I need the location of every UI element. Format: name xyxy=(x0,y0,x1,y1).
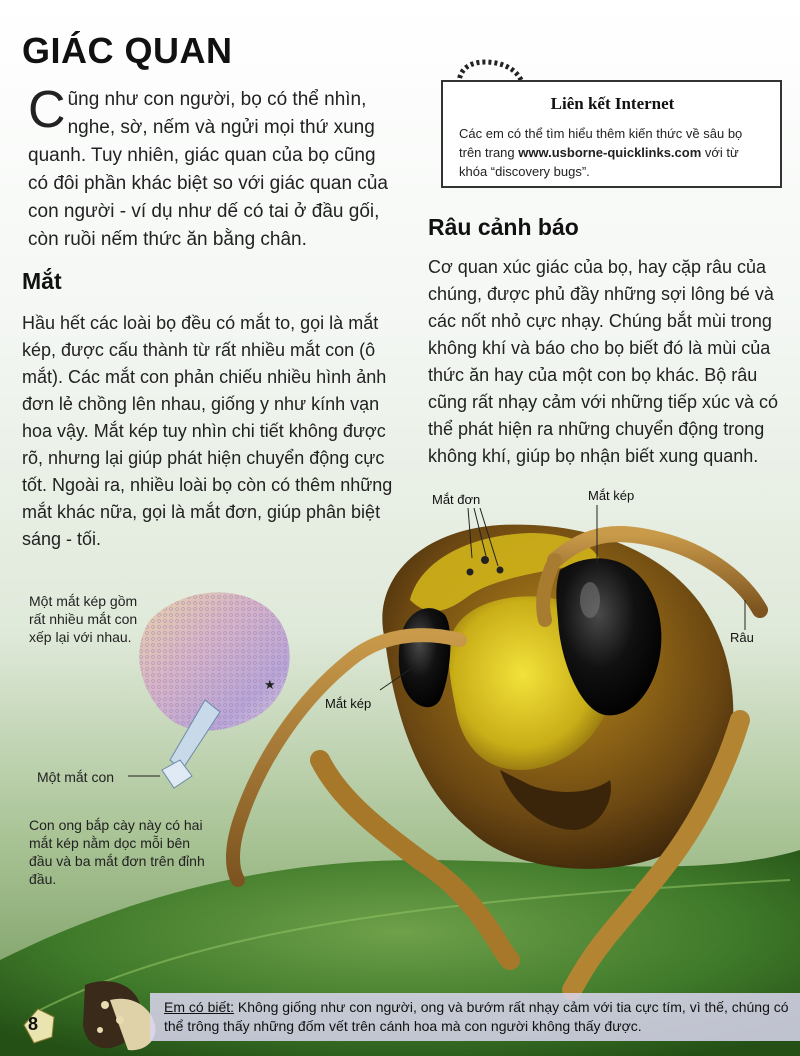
page-title: GIÁC QUAN xyxy=(22,30,233,71)
eyes-heading: Mắt xyxy=(22,268,62,294)
compound-eye-note: Một mắt kép gồm rất nhiều mắt con xếp lại với nhau. xyxy=(29,593,138,645)
antenna-body: Cơ quan xúc giác của bọ, hay cặp râu của chúng, được phủ đầy những sợi lông bé và các nốt nhỏ cực nhạy. Chúng bắt mùi trong không khí và báo cho bọ biết đó là mùi của thức ăn hay của một con bọ khác. Bộ râu cũng rất nhạy cảm với những tiếp xúc và có thể phát hiện ra những chuyển động trong không khí, giúp bọ nhận biết xung quanh. xyxy=(428,257,779,466)
label-compound-eye-left: Mắt kép xyxy=(325,696,372,711)
label-compound-eye-top: Mắt kép xyxy=(588,488,635,503)
label-antenna: Râu xyxy=(730,630,754,645)
intro-paragraph xyxy=(28,81,390,254)
intro-text: ũng như con người, bọ có thể nhìn, nghe, sờ, nếm và ngửi mọi thứ xung quanh. Tuy nhiên, giác quan của bọ cũng có đôi phần khác biệt so với giác quan của con người - ví dụ như dế có tai ở đầu gối, còn ruồi nếm thức ăn bằng chân. xyxy=(28,89,388,250)
hornet-note: Con ong bắp cày này có hai mắt kép nằm dọc mỗi bên đầu và ba mắt đơn trên đỉnh đầu. xyxy=(29,817,205,887)
eyes-body: Hầu hết các loài bọ đều có mắt to, gọi là mắt kép, được cấu thành từ rất nhiều mắt con (ô mắt). Các mắt con phản chiếu nhiều hình ảnh đơn lẻ chồng lên nhau, giống y như kính vạn hoa vậy. Mắt kép tuy nhìn chi tiết không được rõ, nhưng lại giúp phát hiện chuyển động cực tốt. Ngoài ra, nhiều loài bọ còn có thêm những mắt khác nữa, gọi là mắt đơn, giúp phân biệt sáng - tối. xyxy=(22,313,393,549)
did-you-know-banner xyxy=(150,993,800,1041)
single-eye-label: Một mắt con xyxy=(37,769,115,785)
page-number: 8 xyxy=(28,1014,39,1034)
internet-box-title: Liên kết Internet xyxy=(550,94,675,113)
internet-box-text-after: với từ khóa “discovery bugs”. xyxy=(459,145,739,179)
label-simple-eyes: Mắt đơn xyxy=(432,492,481,507)
did-you-know-lead: Em có biết: xyxy=(164,999,235,1015)
antenna-heading: Râu cảnh báo xyxy=(428,214,579,240)
star-marker: ★ xyxy=(264,677,276,692)
did-you-know-text: Không giống như con người, ong và bướm rất nhạy cảm với tia cực tím, vì thế, chúng có thể trông thấy những đốm vết trên cánh hoa mà con người không thấy được. xyxy=(164,999,789,1034)
page-number-badge xyxy=(18,1005,58,1045)
internet-box-text xyxy=(459,124,766,181)
drop-cap: C xyxy=(28,81,66,139)
internet-box-text-before: Các em có thể tìm hiểu thêm kiến thức về sâu bọ trên trang xyxy=(459,126,743,160)
internet-links-box xyxy=(441,80,782,188)
internet-link[interactable]: www.usborne-quicklinks.com xyxy=(518,145,702,160)
